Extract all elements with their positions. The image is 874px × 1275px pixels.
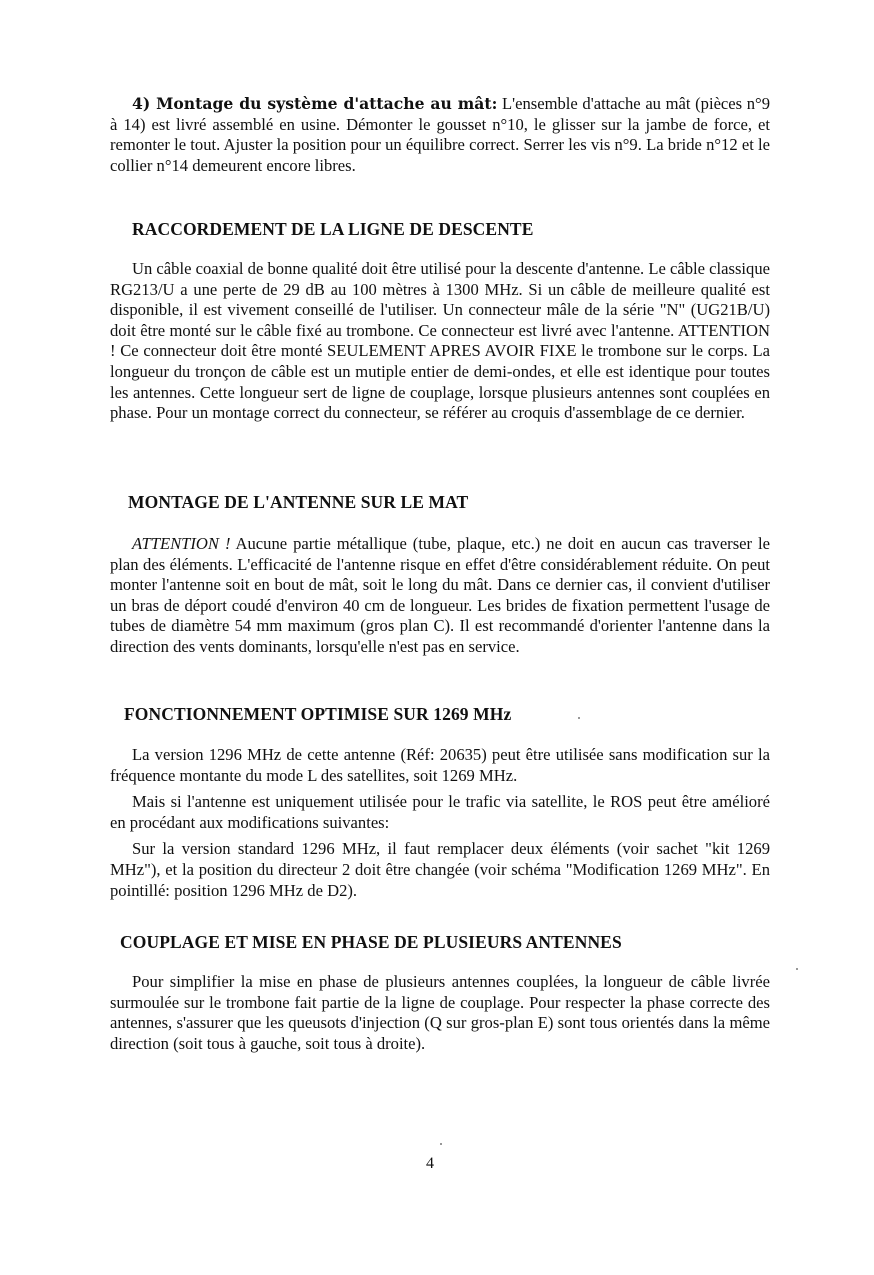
raccordement-block — [110, 259, 770, 424]
heading-raccordement: RACCORDEMENT DE LA LIGNE DE DESCENTE — [132, 219, 534, 239]
section-4-paragraph — [110, 94, 770, 176]
heading-fonctionnement: FONCTIONNEMENT OPTIMISE SUR 1269 MHz — [124, 704, 512, 724]
section-4-text: L'ensemble d'attache au mât (pièces n°9 à 14) est livré assemblé en usine. Démonter le gousset n°10, le glisser sur la jambe de force, et remonter le tout. Ajuster la position pour un équilibre correct. Serrer les vis n°9. La bride n°12 et le collier n°14 demeurent encore libres. — [110, 94, 770, 175]
page-number: 4 — [426, 1155, 434, 1172]
montage-text: Aucune partie métallique (tube, plaque, etc.) ne doit en aucun cas traverser le plan des éléments. L'efficacité de l'antenne risque en effet d'être considérablement réduite. On peut monter l'antenne soit en bout de mât, soit le long du mât. Dans ce dernier cas, il convient d'utiliser un bras de déport coudé d'environ 40 cm de longueur. Les brides de fixation permettent l'usage de tubes de diamètre 54 mm maximum (gros plan C). Il est recommandé d'orienter l'antenne dans la direction des vents dominants, lorsqu'elle n'est pas en service. — [110, 534, 770, 656]
couplage-block — [110, 972, 770, 1054]
section-4-lead: 4) Montage du système d'attache au mât: — [132, 94, 498, 113]
heading-montage: MONTAGE DE L'ANTENNE SUR LE MAT — [128, 492, 469, 512]
fonctionnement-paragraph-2: Mais si l'antenne est uniquement utilisée pour le trafic via satellite, le ROS peut être amélioré en procédant aux modifications suivantes: — [110, 792, 770, 832]
couplage-paragraph: Pour simplifier la mise en phase de plusieurs antennes couplées, la longueur de câble livrée surmoulée sur le trombone fait partie de la ligne de couplage. Pour respecter la phase correcte des antennes, s'assurer que les queusots d'injection (Q sur gros-plan E) sont tous orientés dans la même direction (soit tous à gauche, soit tous à droite). — [110, 972, 770, 1053]
montage-lead: ATTENTION ! — [132, 534, 231, 553]
montage-block — [110, 534, 770, 658]
fonctionnement-paragraph-3: Sur la version standard 1296 MHz, il faut remplacer deux éléments (voir sachet "kit 1269 MHz"), et la position du directeur 2 doit être changée (voir schéma "Modification 1269 MHz". En pointillé: position 1296 MHz de D2). — [110, 839, 770, 900]
fonctionnement-paragraph-1: La version 1296 MHz de cette antenne (Réf: 20635) peut être utilisée sans modification sur la fréquence montante du mode L des satellites, soit 1269 MHz. — [110, 745, 770, 785]
scan-speck — [796, 968, 798, 970]
heading-couplage: COUPLAGE ET MISE EN PHASE DE PLUSIEURS ANTENNES — [120, 932, 622, 952]
fonctionnement-block — [110, 745, 770, 901]
montage-paragraph — [110, 534, 770, 658]
scan-speck — [440, 1143, 442, 1145]
scan-speck — [578, 717, 580, 719]
raccordement-paragraph: Un câble coaxial de bonne qualité doit être utilisé pour la descente d'antenne. Le câble classique RG213/U a une perte de 29 dB au 100 mètres à 1300 MHz. Si un câble de meilleure qualité est disponible, il est vivement conseillé de l'utiliser. Un connecteur mâle de la série "N" (UG21B/U) doit être monté sur le câble fixé au trombone. Ce connecteur est livré avec l'antenne. ATTENTION ! Ce connecteur doit être monté SEULEMENT APRES AVOIR FIXE le trombone sur le corps. La longueur du tronçon de câble est un mutiple entier de demi-ondes, et elle est identique pour toutes les antennes. Cette longueur sert de ligne de couplage, lorsque plusieurs antennes sont couplées en phase. Pour un montage correct du connecteur, se référer au croquis d'assemblage de ce dernier. — [110, 259, 770, 423]
section-4-block — [110, 94, 770, 176]
